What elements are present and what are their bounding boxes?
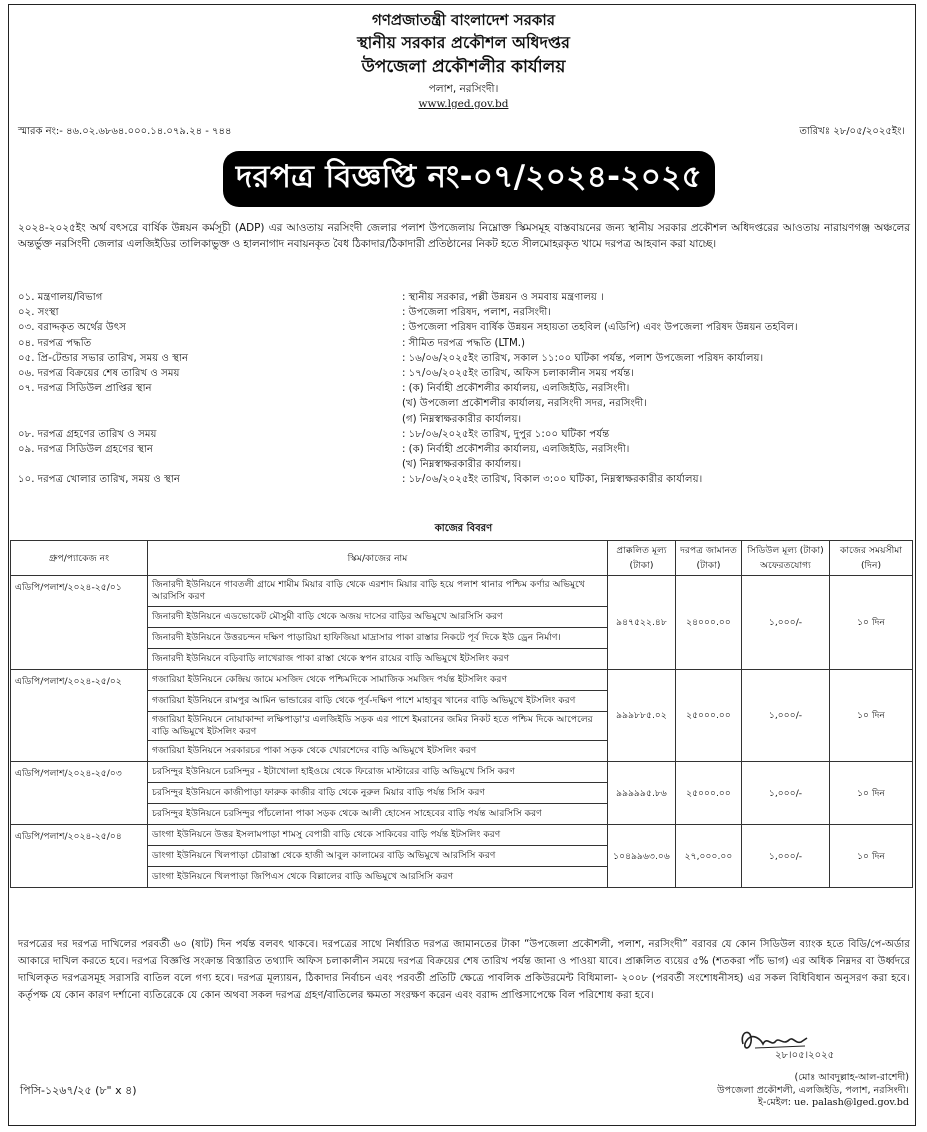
estimate-cell: ৯৪৭৫২২.৪৮ bbox=[608, 576, 676, 670]
info-row bbox=[18, 290, 908, 305]
terms-paragraph: দরপত্রের দর দরপত্র দাখিলের পরবর্তী ৬০ (ষাট) দিন পর্যন্ত বলবৎ থাকবে। দরপত্রের সাথে নির্ধারিত দরপত্র জামানতের টাকা “উপজেলা প্রকৌশলী, পলাশ, নরসিংদী” বরাবর যে কোন সিডিউল ব্যাংক হতে বিডি/পে-অর্ডার আকারে দাখিল করতে হবে। দরপত্র বিজ্ঞপ্তি সংক্রান্ত বিস্তারিত তথ্যাদি অফিস চলাকালীন সময়ে দরপত্র বিক্রয়ের শেষ তারিখ পর্যন্ত জানা ও পাওয়া যাবে। প্রাক্কলিত ব্যয়ের ৫% (শতকরা পাঁচ ভাগ) এর অধিক নিম্নদর বা উর্ধ্বদরে দাখিলকৃত দরপত্রসমূহ সরাসরি বাতিল বলে গণ্য হবে। দরপত্র মূল্যায়ন, ঠিকাদার নির্বাচন এবং পরবর্তী প্রতিটি ক্ষেত্রে পাবলিক প্রকিউরমেন্ট বিধিমালা- ২০০৮ (পরবর্তী সংশোধনীসহ) এর সকল বিধিবিধান অনুসরণ করা হবে। কর্তৃপক্ষ যে কোন কারণ দর্শানো ব্যতিরেকে যে কোন অথবা সকল দরপত্র গ্রহণ/বাতিলের ক্ষমতা সংরক্ষণ করেন এবং বরাদ্দ প্রাপ্তিসাপেক্ষে বিল পরিশোধ করা হবে। bbox=[18, 939, 910, 1001]
schedule-price-cell: ১,০০০/- bbox=[742, 670, 830, 762]
signature-image bbox=[735, 1018, 855, 1064]
signer-name: (মোঃ আবদুল্লাহ-আল-রাশেদী) bbox=[794, 1072, 909, 1083]
table-row bbox=[11, 825, 913, 846]
duration-cell: ১০ দিন bbox=[830, 762, 913, 825]
works-table bbox=[10, 540, 913, 888]
govt-title: গণপ্রজাতন্ত্রী বাংলাদেশ সরকার bbox=[372, 11, 555, 29]
info-label: ০৮. দরপত্র গ্রহণের তারিখ ও সময় bbox=[18, 428, 157, 440]
info-value: : ১৮/০৬/২০২৫ইং তারিখ, বিকাল ৩:০০ ঘটিকা, নিম্নস্বাক্ষরকারীর কার্যালয়। bbox=[402, 474, 703, 486]
info-value: : উপজেলা পরিষদ বার্ষিক উন্নয়ন সহায়তা তহবিল (এডিপি) এবং উপজেলা পরিষদ উন্নয়ন তহবিল। bbox=[402, 322, 798, 334]
info-value: : স্থানীয় সরকার, পল্লী উন্নয়ন ও সমবায় মন্ত্রণালয় । bbox=[402, 292, 604, 303]
table-row bbox=[11, 762, 913, 783]
work-name-cell: গজারিয়া ইউনিয়নে নোয়াকান্দা লক্ষিপাড়া'র এলজিইডি সড়ক এর পাশে ইমরানের জমির নিকট হতে পশ্চিম দিকে আপেলের বাড়ি অভিমুখে ইটসলিং করণ bbox=[148, 712, 608, 741]
package-cell: এডিপি/পলাশ/২০২৪-২৫/০২ bbox=[11, 670, 148, 762]
schedule-price-cell: ১,০০০/- bbox=[742, 762, 830, 825]
col-header-package: গ্রুপ/প্যাকেজ নং bbox=[11, 541, 148, 576]
signature-date: ২৮।০৫।২০২৫ bbox=[775, 1050, 835, 1061]
col-header-work-name: স্কিম/কাজের নাম bbox=[148, 541, 608, 576]
duration-cell: ১০ দিন bbox=[830, 670, 913, 762]
security-cell: ২৭,০০০.০০ bbox=[676, 825, 742, 888]
schedule-price-cell: ১,০০০/- bbox=[742, 825, 830, 888]
intro-paragraph: ২০২৪-২০২৫ইং অর্থ বৎসরে বার্ষিক উন্নয়ন কর্মসূচী (ADP) এর আওতায় নরসিংদী জেলার পলাশ উপজেলায় নিম্নোক্ত স্কিমসমূহ বাস্তবায়নের জন্য স্থানীয় সরকার প্রকৌশল অধিদপ্তরের আওতায় নারায়ণগঞ্জ অঞ্চলের অন্তর্ভুক্ত নরসিংদী জেলার এলজিইডির তালিকাভুক্ত ও হালনাগাদ নবায়নকৃত বৈধ ঠিকাদার/ঠিকাদারী প্রতিষ্ঠানের নিকট হতে সীলমোহরকৃত খামে দরপত্র আহবান করা যাচ্ছে। bbox=[18, 222, 910, 250]
info-value: : ১৮/০৬/২০২৫ইং তারিখ, দুপুর ১:০০ ঘটিকা পর্যন্ত bbox=[402, 428, 610, 440]
table-row bbox=[11, 576, 913, 607]
info-value: : সীমিত দরপত্র পদ্ধতি (LTM.) bbox=[402, 337, 526, 349]
info-value: : (ক) নির্বাহী প্রকৌশলীর কার্যালয়, এলজিইডি, নরসিংদী। bbox=[402, 443, 630, 455]
work-name-cell: ডাংগা ইউনিয়নে খিলপাড়া চৌরাস্তা থেকে হাজী আবুল কালামের বাড়ি অভিমুখে আরসিসি করণ bbox=[148, 846, 608, 867]
col-header-duration: কাজের সময়সীমা (দিন) bbox=[830, 541, 913, 576]
info-label: ০৭. দরপত্র সিডিউল প্রাপ্তির স্থান bbox=[18, 383, 152, 395]
info-row bbox=[18, 336, 908, 351]
office-title: উপজেলা প্রকৌশলীর কার্যালয় bbox=[361, 57, 566, 77]
package-cell: এডিপি/পলাশ/২০২৪-২৫/০৪ bbox=[11, 825, 148, 888]
email-label: ই-মেইল: bbox=[757, 1097, 792, 1108]
tender-info-list bbox=[18, 290, 908, 487]
info-row bbox=[18, 412, 908, 427]
signer-title: উপজেলা প্রকৌশলী, এলজিইডি, পলাশ, নরসিংদী। bbox=[717, 1084, 909, 1096]
info-value: (গ) নিম্নস্বাক্ষরকারীর কার্যালয়। bbox=[402, 413, 522, 425]
website-link[interactable]: www.lged.gov.bd bbox=[418, 98, 509, 110]
work-name-cell: ডাংগা ইউনিয়নে খিলপাড়া জিপিএস থেকে বিল্লালের বাড়ি অভিমুখে আরসিসি করণ bbox=[148, 867, 608, 888]
work-name-cell: গজারিয়া ইউনিয়নে রামপুর আমিন ভান্ডারের বাড়ি থেকে পূর্ব-দক্ষিণ পাশে মাহাবুব খানের বাড়ি অভিমুখে ইটসলিং করণ bbox=[148, 691, 608, 712]
work-name-cell: গজারিয়া ইউনিয়নে সরকারচর পাকা সড়ক থেকে খোরশেদের বাড়ি অভিমুখে ইটসলিং করণ bbox=[148, 741, 608, 762]
work-name-cell: জিনারদী ইউনিয়নে উত্তরচন্দন দক্ষিণ পাড়ারিয়া হাফিজিয়া মাদ্রাসার পাকা রাস্তার নিকটে পূর্ব দিকে ইউ ড্রেন নির্মাণ। bbox=[148, 628, 608, 649]
signer-email[interactable]: ue. palash@lged.gov.bd bbox=[794, 1097, 909, 1108]
info-value: : ১৭/০৬/২০২৫ইং তারিখ, অফিস চলাকালীন সময় পর্যন্ত। bbox=[402, 367, 634, 379]
info-row bbox=[18, 457, 908, 472]
table-row bbox=[11, 670, 913, 691]
info-value: (খ) উপজেলা প্রকৌশলীর কার্যালয়, নরসিংদী সদর, নরসিংদী। bbox=[402, 398, 647, 410]
department-title: স্থানীয় সরকার প্রকৌশল অধিদপ্তর bbox=[357, 33, 570, 52]
office-location: পলাশ, নরসিংদী। bbox=[428, 83, 499, 95]
info-value: : উপজেলা পরিষদ, পলাশ, নরসিংদী। bbox=[402, 307, 551, 319]
work-name-cell: চরসিন্দুর ইউনিয়নে চরসিন্দুর পাঁচলোনা পাকা সড়ক থেকে আলী হোসেন সাহেবের বাড়ি পর্যন্ত আরসিসি করণ bbox=[148, 804, 608, 825]
duration-cell: ১০ দিন bbox=[830, 576, 913, 670]
info-row bbox=[18, 381, 908, 396]
info-label: ০১. মন্ত্রণালয়/বিভাগ bbox=[18, 292, 103, 303]
work-name-cell: গজারিয়া ইউনিয়নে কেন্দ্রিয় জামে মসজিদ থেকে পশ্চিমদিকে সামাজিক সমজিদ পর্যন্ত ইটসলিং করণ bbox=[148, 670, 608, 691]
estimate-cell: ১০৪৯৯৬৩.০৬ bbox=[608, 825, 676, 888]
notice-banner: দরপত্র বিজ্ঞপ্তি নং-০৭/২০২৪-২০২৫ bbox=[223, 151, 715, 207]
info-row bbox=[18, 320, 908, 335]
info-value: : (ক) নির্বাহী প্রকৌশলীর কার্যালয়, এলজিইডি, নরসিংদী। bbox=[402, 383, 630, 395]
info-row bbox=[18, 351, 908, 366]
work-name-cell: জিনারদী ইউনিয়নে এডভোকেট মৌসুমী বাড়ি থেকে অজয় দাসের বাড়ির অভিমুখে আরসিসি করণ bbox=[148, 607, 608, 628]
notice-date: তারিখঃ ২৮/০৫/২০২৫ইং। bbox=[799, 126, 905, 137]
info-value: (খ) নিম্নস্বাক্ষরকারীর কার্যালয়। bbox=[402, 459, 522, 471]
package-cell: এডিপি/পলাশ/২০২৪-২৫/০৩ bbox=[11, 762, 148, 825]
security-cell: ২৫০০০.০০ bbox=[676, 762, 742, 825]
info-label: ০৫. প্রি-টেন্ডার সভার তারিখ, সময় ও স্থান bbox=[18, 352, 189, 364]
info-row bbox=[18, 472, 908, 487]
security-cell: ২৪০০০.০০ bbox=[676, 576, 742, 670]
signer-block bbox=[717, 1072, 909, 1110]
security-cell: ২৫০০০.০০ bbox=[676, 670, 742, 762]
schedule-price-cell: ১,০০০/- bbox=[742, 576, 830, 670]
info-row bbox=[18, 442, 908, 457]
info-label: ০৯. দরপত্র সিডিউল গ্রহণের স্থান bbox=[18, 443, 153, 455]
pc-number: পিসি-১২৬৭/২৫ (৮" x ৪) bbox=[20, 1084, 137, 1097]
works-title: কাজের বিবরণ bbox=[434, 523, 493, 534]
info-label: ০৪. দরপত্র পদ্ধতি bbox=[18, 337, 92, 349]
table-header-row bbox=[11, 541, 913, 576]
info-row bbox=[18, 396, 908, 411]
info-row bbox=[18, 305, 908, 320]
col-header-schedule-price: সিডিউল মূল্য (টাকা) অফেরতযোগ্য bbox=[742, 541, 830, 576]
col-header-security: দরপত্র জামানত (টাকা) bbox=[676, 541, 742, 576]
info-label: ০২. সংস্থা bbox=[18, 307, 59, 319]
package-cell: এডিপি/পলাশ/২০২৪-২৫/০১ bbox=[11, 576, 148, 670]
estimate-cell: ৯৯৯৮৮৫.০২ bbox=[608, 670, 676, 762]
duration-cell: ১০ দিন bbox=[830, 825, 913, 888]
work-name-cell: চরসিন্দুর ইউনিয়নে চরসিন্দুর - ইটাখোলা হাইওয়ে থেকে ফিরোজ মাস্টারের বাড়ি অভিমুখে সিসি করণ bbox=[148, 762, 608, 783]
work-name-cell: ডাংগা ইউনিয়নে উত্তর ইসলামপাড়া শামসু বেপারী বাড়ি থেকে সাকিবের বাড়ি পর্যন্ত ইটসলিং করণ bbox=[148, 825, 608, 846]
estimate-cell: ৯৯৯৯৯৫.৮৬ bbox=[608, 762, 676, 825]
work-name-cell: জিনারদী ইউনিয়নে বড়িবাড়ি লাখেরাজ পাকা রাস্তা থেকে স্বপন রায়ের বাড়ি অভিমুখে ইটসলিং করণ bbox=[148, 649, 608, 670]
memo-number: স্মারক নং:- ৪৬.০২.৬৮৬৪.০০০.১৪.০৭৯.২৪ - ৭৪৪ bbox=[18, 126, 232, 137]
work-name-cell: চরসিন্দুর ইউনিয়নে কাজীপাড়া ফারুক কাজীর বাড়ি থেকে নুরুল মিয়ার বাড়ি পর্যন্ত সিসি করণ bbox=[148, 783, 608, 804]
info-label: ০৬. দরপত্র বিক্রয়ের শেষ তারিখ ও সময় bbox=[18, 367, 180, 379]
info-label: ০৩. বরাদ্দকৃত অর্থের উৎস bbox=[18, 322, 126, 334]
info-row bbox=[18, 427, 908, 442]
work-name-cell: জিনারদী ইউনিয়নে গাবতলী গ্রামে শামীম মিয়ার বাড়ি থেকে এরশাদ মিয়ার বাড়ি হয়ে পলাশ থানার পশ্চিম কর্ণার অভিমুখে আরসিসি করণ bbox=[148, 576, 608, 607]
info-row bbox=[18, 366, 908, 381]
signer-email-line bbox=[717, 1097, 909, 1110]
col-header-estimate: প্রাক্কলিত মূল্য (টাকা) bbox=[608, 541, 676, 576]
info-value: : ১৬/০৬/২০২৫ইং তারিখ, সকাল ১১:০০ ঘটিকা পর্যন্ত, পলাশ উপজেলা পরিষদ কার্যালয়। bbox=[402, 352, 764, 364]
info-label: ১০. দরপত্র খোলার তারিখ, সময় ও স্থান bbox=[18, 474, 180, 486]
